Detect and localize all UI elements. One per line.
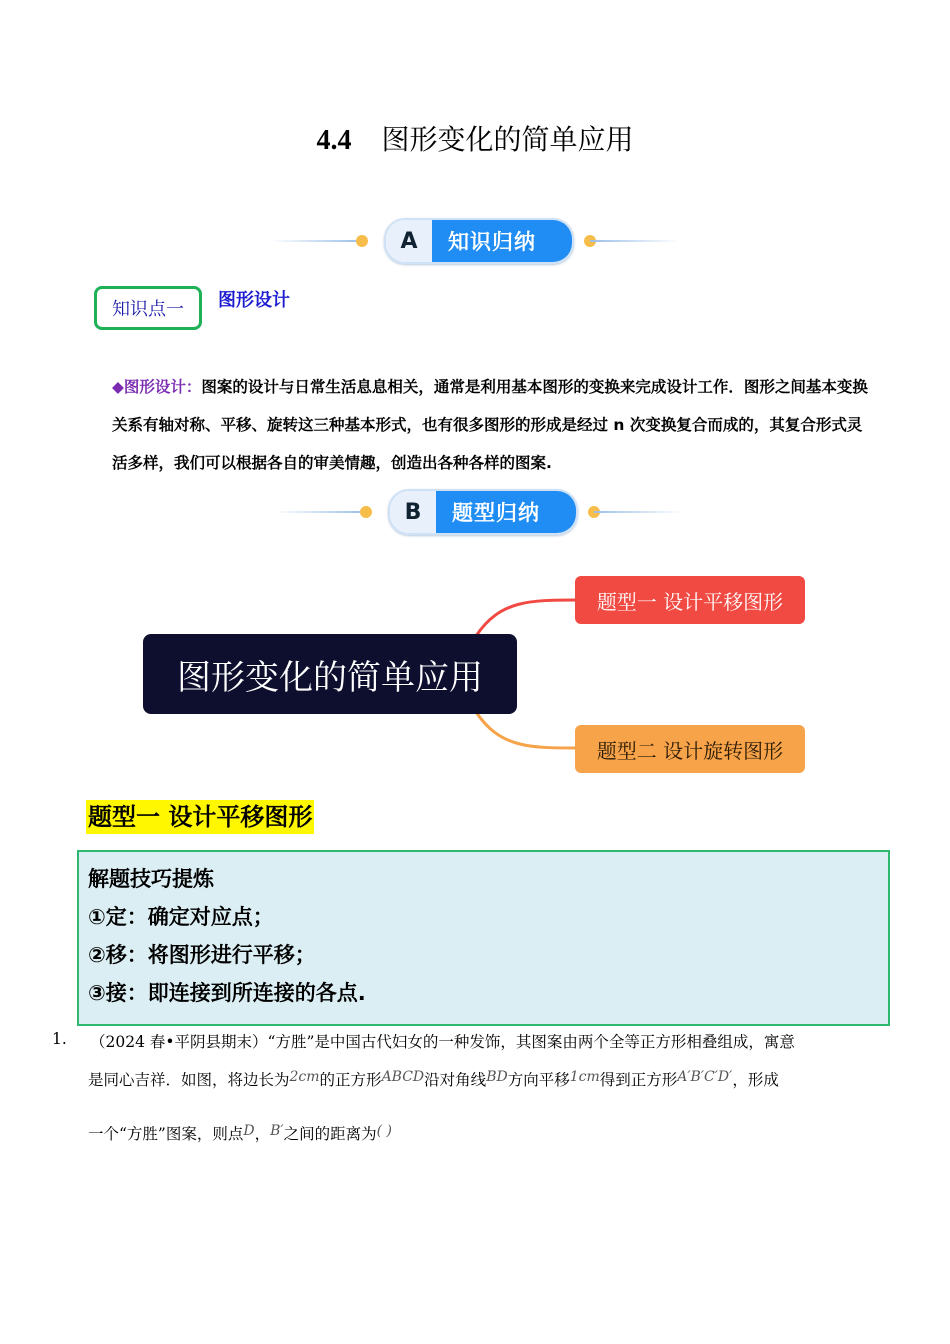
math-b-prime: B′ <box>270 1123 284 1139</box>
math-bd: BD <box>486 1069 508 1085</box>
question-line-2 <box>88 1068 878 1090</box>
question-line-1: （2024 春•平阴县期末）“方胜”是中国古代妇女的一种发饰，其图案由两个全等正方形相叠组成，寓意 <box>90 1033 795 1051</box>
math-abcd-prime: A′B′C′D′ <box>677 1069 733 1085</box>
connector-red <box>476 600 577 636</box>
tips-item-1: ①定：确定对应点； <box>88 905 274 929</box>
answer-parentheses: ( ) <box>376 1123 392 1139</box>
question-line-3 <box>88 1122 878 1144</box>
text: 的正方形 <box>319 1071 382 1089</box>
text: 之间的距离为 <box>283 1125 377 1143</box>
mindmap-branch-2: 题型二 设计旋转图形 <box>575 725 805 773</box>
text: ，形成 <box>732 1071 779 1089</box>
math-d: D <box>243 1123 255 1139</box>
banner-label: 题型归纳 <box>436 491 576 533</box>
tips-heading: 解题技巧提炼 <box>88 867 214 891</box>
tips-item-3: ③接：即连接到所连接的各点. <box>88 981 366 1005</box>
knowledge-body: 图案的设计与日常生活息息相关，通常是利用基本图形的变换来完成设计工作．图形之间基本变换关系有轴对称、平移、旋转这三种基本形式，也有很多图形的形成是经过 n 次变换复合而成的，其复合形式灵活多样，我们可以根据各自的审美情趣，创造出各种各样的图案. <box>112 378 868 472</box>
math-abcd: ABCD <box>381 1069 425 1085</box>
knowledge-label: ◆图形设计： <box>112 378 202 396</box>
text: 方向平移 <box>507 1071 570 1089</box>
tips-item-2: ②移：将图形进行平移； <box>88 943 316 967</box>
section-number: 4.4 <box>316 125 352 156</box>
knowledge-point-title: 图形设计 <box>218 290 290 311</box>
question-number: 1. <box>52 1030 67 1048</box>
banner-letter: B <box>390 491 436 533</box>
banner-label: 知识归纳 <box>432 220 572 262</box>
connector-orange <box>476 712 577 748</box>
text: 沿对角线 <box>424 1071 487 1089</box>
title-text: 图形变化的简单应用 <box>381 123 634 156</box>
text: 得到正方形 <box>599 1071 678 1089</box>
text: ， <box>254 1125 271 1143</box>
mindmap-branch-1: 题型一 设计平移图形 <box>575 576 805 624</box>
tips-box <box>77 850 890 1026</box>
text: 一个“方胜”图案，则点 <box>88 1125 244 1143</box>
knowledge-point-tag: 知识点一 <box>94 286 202 330</box>
section-heading: 题型一 设计平移图形 <box>86 800 314 834</box>
math-1cm: 1cm <box>569 1069 600 1085</box>
text: 是同心吉祥．如图，将边长为 <box>88 1071 290 1089</box>
mindmap-center-node: 图形变化的简单应用 <box>143 634 517 714</box>
math-2cm: 2cm <box>289 1069 320 1085</box>
banner-letter: A <box>386 220 432 262</box>
